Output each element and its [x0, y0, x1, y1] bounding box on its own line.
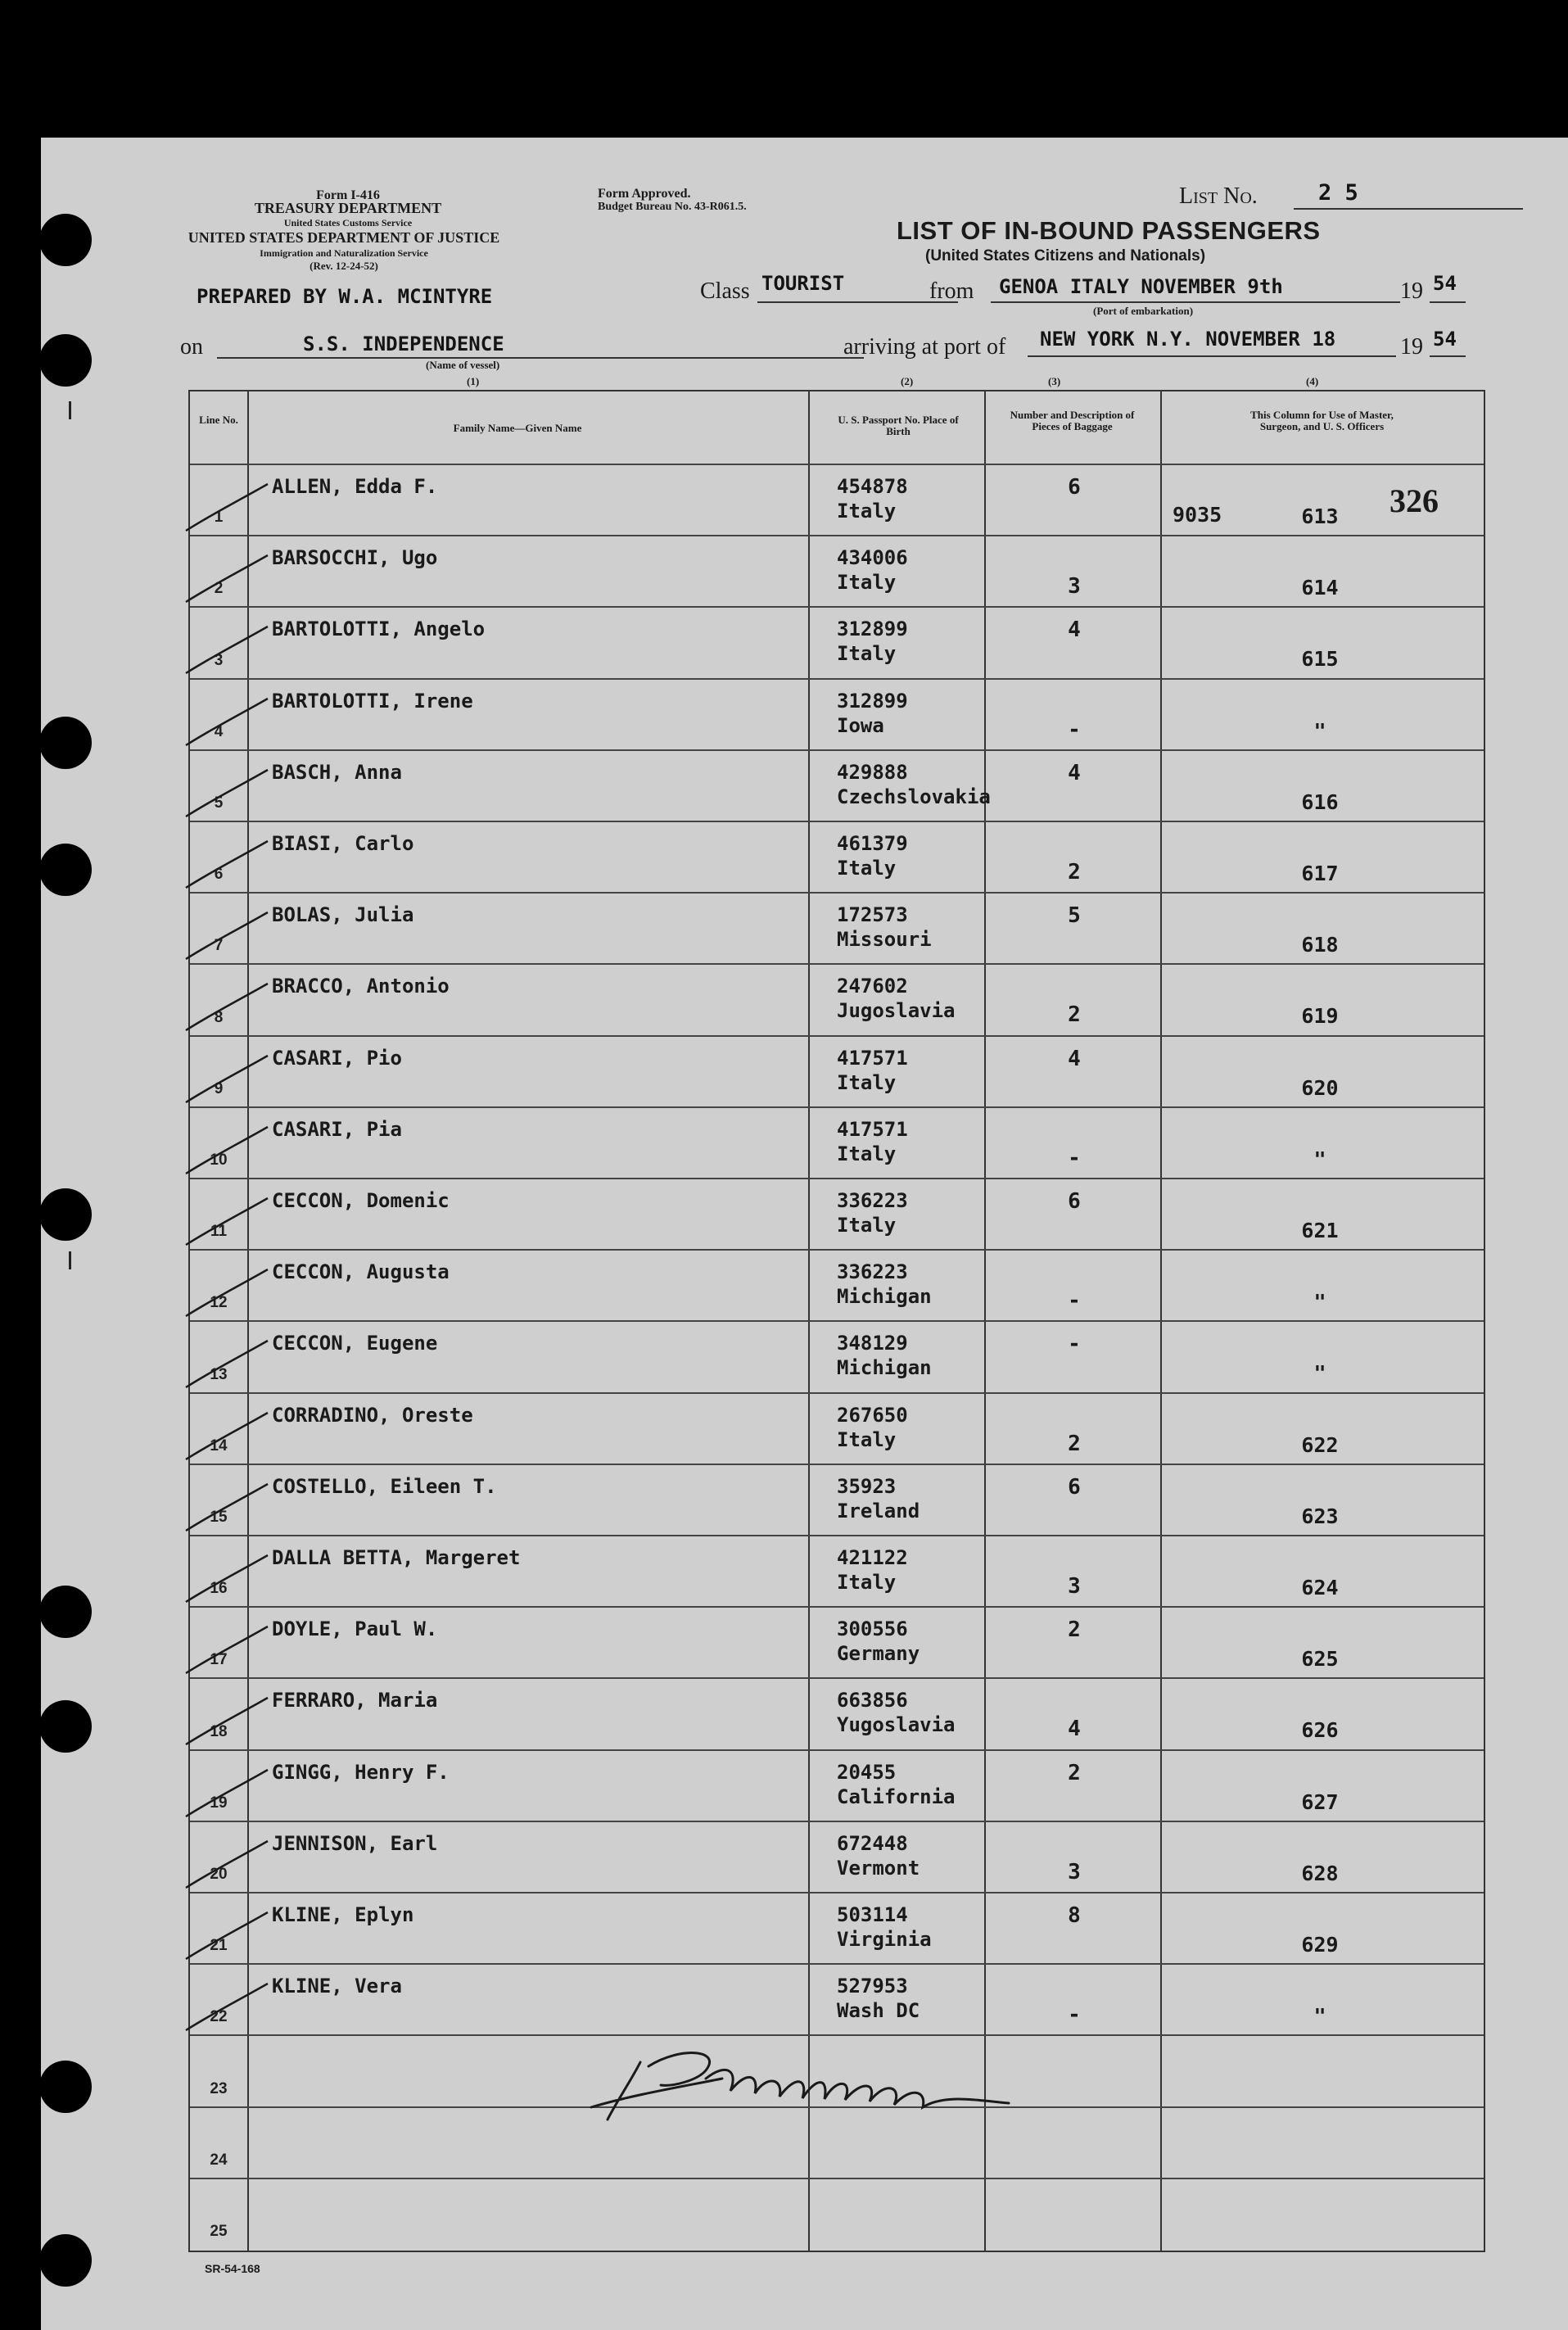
passport-number: 247602: [837, 975, 908, 998]
check-mark: [182, 1551, 272, 1608]
place-of-birth: Italy: [837, 1070, 897, 1094]
table-row: [190, 1392, 1484, 1464]
passenger-name: CECCON, Augusta: [272, 1260, 450, 1284]
baggage-count: 2: [1068, 1431, 1081, 1456]
table-row: [190, 535, 1484, 606]
baggage-count: 2: [1068, 1617, 1081, 1643]
table-row: [190, 892, 1484, 963]
arrival-port: NEW YORK N.Y. NOVEMBER 18: [1040, 328, 1336, 351]
table-row: [190, 1106, 1484, 1178]
punch-hole: [39, 2234, 92, 2287]
check-mark: [182, 1837, 272, 1894]
table-row: [190, 1249, 1484, 1320]
place-of-birth: Germany: [837, 1642, 920, 1666]
table-row: [190, 1035, 1484, 1106]
form-approved: Form Approved.: [598, 187, 691, 201]
table-row: [190, 1320, 1484, 1391]
passport-number: 421122: [837, 1546, 908, 1569]
budget-bureau: Budget Bureau No. 43-R061.5.: [598, 201, 747, 213]
arriving-label: arriving at port of: [843, 334, 1006, 360]
place-of-birth: California: [837, 1785, 956, 1808]
punch-hole: [39, 1188, 92, 1241]
check-mark: [182, 1052, 272, 1109]
check-mark: [182, 1194, 272, 1251]
officer-number: 625: [1301, 1647, 1339, 1672]
baggage-count: -: [1068, 717, 1081, 742]
treasury-label: TREASURY DEPARTMENT: [254, 200, 442, 216]
column-number-2: (2): [901, 375, 914, 387]
passenger-name: COSTELLO, Eileen T.: [272, 1474, 497, 1498]
table-row: [190, 2178, 1484, 2249]
line-number: 5: [214, 794, 224, 812]
officer-number: 621: [1301, 1219, 1339, 1242]
punch-hole: [39, 2061, 92, 2113]
line-number: 23: [210, 2079, 228, 2097]
baggage-count: 6: [1068, 1189, 1081, 1214]
place-of-birth: Iowa: [837, 713, 884, 737]
baggage-count: 2: [1068, 1760, 1081, 1785]
passenger-name: ALLEN, Edda F.: [272, 475, 438, 498]
line-number: 7: [214, 937, 224, 955]
passport-number: 672448: [837, 1831, 908, 1855]
table-row: [190, 1464, 1484, 1535]
passport-number: 35923: [837, 1474, 897, 1498]
baggage-count: 5: [1068, 903, 1081, 929]
officer-number: 622: [1301, 1432, 1339, 1457]
passenger-name: BARTOLOTTI, Irene: [272, 689, 473, 713]
baggage-count: 4: [1068, 1717, 1081, 1742]
officer-number: 627: [1301, 1789, 1339, 1814]
column-number-1: (1): [467, 375, 480, 387]
passenger-name: CECCON, Domenic: [272, 1189, 450, 1212]
place-of-birth: Italy: [837, 857, 897, 880]
table-row: [190, 606, 1484, 677]
officer-prefix-number: 9035: [1173, 503, 1222, 527]
baggage-count: 4: [1068, 618, 1081, 643]
line-number: 14: [210, 1436, 228, 1455]
table-row: [190, 1677, 1484, 1749]
officer-number: 628: [1301, 1861, 1339, 1885]
passenger-name: DALLA BETTA, Margeret: [272, 1546, 521, 1569]
officer-number: 618: [1301, 933, 1339, 957]
place-of-birth: Italy: [837, 1214, 897, 1237]
officer-number: ": [1313, 718, 1326, 743]
page-stamp-number: 326: [1390, 482, 1439, 519]
officer-number: ": [1313, 2004, 1326, 2029]
officer-number: ": [1313, 1361, 1326, 1386]
place-of-birth: Czechslovakia: [837, 785, 991, 808]
line-number: 17: [210, 1651, 228, 1669]
line-number: 18: [210, 1722, 228, 1740]
officer-number: 626: [1301, 1718, 1339, 1743]
passenger-name: KLINE, Eplyn: [272, 1903, 414, 1926]
officer-number: ": [1313, 1147, 1326, 1171]
line-number: 16: [210, 1580, 228, 1598]
table-row: [190, 1606, 1484, 1677]
passport-number: 312899: [837, 618, 908, 641]
line-number: 24: [210, 2151, 228, 2169]
prepared-by: PREPARED BY W.A. MCINTYRE: [197, 285, 493, 308]
check-mark: [182, 908, 272, 966]
punch-hole: [39, 717, 92, 769]
binder-mark: [69, 1251, 71, 1269]
officer-number: 616: [1301, 789, 1339, 814]
list-no-label: List No.: [1179, 183, 1258, 209]
table-row: [190, 1892, 1484, 1963]
officer-number: 629: [1301, 1933, 1339, 1957]
passenger-name: BRACCO, Antonio: [272, 975, 450, 998]
from-label: from: [929, 278, 974, 304]
arrival-year: 54: [1433, 328, 1457, 351]
baggage-count: 3: [1068, 1859, 1081, 1884]
punch-hole: [39, 334, 92, 387]
line-number: 11: [210, 1223, 228, 1241]
passenger-name: CECCON, Eugene: [272, 1332, 438, 1355]
place-of-birth: Italy: [837, 1571, 897, 1594]
line-number: 6: [214, 866, 224, 884]
line-number: 9: [214, 1079, 224, 1097]
passenger-name: JENNISON, Earl: [272, 1831, 438, 1855]
header-name: Family Name—Given Name: [453, 422, 582, 434]
punch-hole: [39, 1586, 92, 1638]
baggage-count: 6: [1068, 475, 1081, 500]
line-number: 1: [214, 509, 224, 527]
passport-number: 417571: [837, 1117, 908, 1141]
customs-label: United States Customs Service: [283, 217, 413, 228]
officer-number: 619: [1301, 1004, 1339, 1029]
officer-number: 617: [1301, 862, 1339, 885]
table-row: [190, 749, 1484, 821]
class-value: TOURIST: [761, 272, 845, 295]
check-mark: [182, 980, 272, 1037]
year-value: 54: [1433, 272, 1457, 295]
line-number: 3: [214, 651, 224, 669]
table-row: [190, 1749, 1484, 1821]
place-of-birth: Italy: [837, 1427, 897, 1451]
line-number: 21: [210, 1937, 228, 1955]
passport-number: 348129: [837, 1332, 908, 1355]
line-number: 10: [210, 1151, 228, 1169]
table-row: [190, 464, 1484, 535]
list-no-value: 2 5: [1318, 180, 1358, 206]
officer-number: 620: [1301, 1075, 1339, 1100]
table-row: [190, 1535, 1484, 1606]
year-prefix: 19: [1400, 278, 1423, 304]
place-of-birth: Virginia: [837, 1928, 932, 1951]
table-row: [190, 1821, 1484, 1892]
table-row: [190, 1963, 1484, 2034]
place-of-birth: Michigan: [837, 1285, 932, 1309]
baggage-count: 3: [1068, 1574, 1081, 1599]
check-mark: [182, 694, 272, 752]
manifest-sheet: [41, 138, 1568, 2330]
place-of-birth: Michigan: [837, 1356, 932, 1380]
line-number: 12: [210, 1294, 228, 1312]
baggage-count: -: [1068, 1332, 1081, 1357]
line-number: 2: [214, 580, 224, 598]
place-of-birth: Italy: [837, 571, 897, 595]
check-mark: [182, 1123, 272, 1180]
class-label: Class: [700, 278, 750, 304]
passport-number: 663856: [837, 1689, 908, 1712]
baggage-count: -: [1068, 2002, 1081, 2028]
document-title: LIST OF IN-BOUND PASSENGERS: [897, 216, 1321, 245]
passenger-name: BARSOCCHI, Ugo: [272, 546, 438, 570]
passenger-name: FERRARO, Maria: [272, 1689, 438, 1712]
check-mark: [182, 1409, 272, 1466]
check-mark: [182, 1622, 272, 1680]
passport-number: 417571: [837, 1046, 908, 1070]
table-row: [190, 821, 1484, 892]
check-mark: [182, 1694, 272, 1751]
passenger-name: CASARI, Pia: [272, 1117, 402, 1141]
check-mark: [182, 1480, 272, 1537]
officer-number: 615: [1301, 647, 1339, 672]
passport-number: 312899: [837, 689, 908, 713]
place-of-birth: Wash DC: [837, 1999, 920, 2023]
punch-hole: [39, 214, 92, 266]
passenger-name: BOLAS, Julia: [272, 903, 414, 927]
passport-number: 336223: [837, 1189, 908, 1212]
passport-number: 20455: [837, 1760, 897, 1784]
passport-number: 503114: [837, 1903, 908, 1926]
baggage-count: 8: [1068, 1903, 1081, 1928]
passport-number: 267650: [837, 1403, 908, 1427]
check-mark: [182, 1337, 272, 1394]
place-of-birth: Ireland: [837, 1499, 920, 1522]
column-number-4: (4): [1306, 375, 1319, 387]
line-number: 20: [210, 1865, 228, 1883]
check-mark: [182, 766, 272, 823]
passport-number: 454878: [837, 475, 908, 498]
vessel-name: S.S. INDEPENDENCE: [303, 333, 504, 355]
passport-number: 172573: [837, 903, 908, 927]
passport-number: 434006: [837, 546, 908, 570]
document-subtitle: (United States Citizens and Nationals): [925, 247, 1206, 265]
footer-code: SR-54-168: [205, 2262, 260, 2275]
check-mark: [182, 622, 272, 680]
column-number-3: (3): [1048, 375, 1061, 387]
passenger-name: BARTOLOTTI, Angelo: [272, 618, 486, 641]
baggage-count: 4: [1068, 1046, 1081, 1071]
ins-label: Immigration and Naturalization Service: [260, 247, 428, 259]
place-of-birth: Italy: [837, 500, 897, 523]
line-number: 15: [210, 1508, 228, 1526]
from-value: GENOA ITALY NOVEMBER 9th: [999, 275, 1283, 298]
signature: [583, 2029, 1042, 2128]
revision-label: (Rev. 12-24-52): [310, 260, 378, 272]
check-mark: [182, 1766, 272, 1823]
check-mark: [182, 1908, 272, 1966]
table-row: [190, 1178, 1484, 1249]
header-baggage: Number and Description of Pieces of Baggage: [1010, 409, 1135, 432]
place-of-birth: Yugoslavia: [837, 1713, 956, 1737]
check-mark: [182, 551, 272, 609]
baggage-count: 2: [1068, 1002, 1081, 1028]
arrival-year-prefix: 19: [1400, 334, 1423, 360]
passenger-table: [188, 390, 1485, 2252]
place-of-birth: Italy: [837, 642, 897, 666]
passenger-name: GINGG, Henry F.: [272, 1760, 450, 1784]
passenger-name: KLINE, Vera: [272, 1975, 402, 1998]
check-mark: [182, 480, 272, 537]
table-row: [190, 678, 1484, 749]
passenger-name: DOYLE, Paul W.: [272, 1617, 438, 1641]
line-number: 13: [210, 1365, 228, 1383]
line-number: 22: [210, 2008, 228, 2026]
officer-number: 614: [1301, 576, 1339, 600]
baggage-count: 6: [1068, 1474, 1081, 1500]
header-line-no: Line No.: [199, 414, 238, 426]
line-number: 19: [210, 1794, 228, 1812]
passport-number: 461379: [837, 832, 908, 855]
place-of-birth: Missouri: [837, 928, 932, 952]
passenger-name: CORRADINO, Oreste: [272, 1403, 473, 1427]
check-mark: [182, 1979, 272, 2037]
header-officers: This Column for Use of Master, Surgeon, and U. S. Officers: [1250, 409, 1394, 432]
baggage-count: 3: [1068, 574, 1081, 599]
form-number: Form I-416: [316, 188, 380, 202]
passport-number: 527953: [837, 1975, 908, 1998]
passenger-name: BASCH, Anna: [272, 760, 402, 784]
passport-number: 429888: [837, 760, 908, 784]
passenger-name: CASARI, Pio: [272, 1046, 402, 1070]
officer-number: 613: [1301, 504, 1339, 528]
vessel-caption: (Name of vessel): [426, 359, 500, 371]
header-passport: U. S. Passport No. Place of Birth: [838, 414, 959, 437]
baggage-count: 4: [1068, 760, 1081, 785]
place-of-birth: Vermont: [837, 1856, 920, 1880]
passport-number: 300556: [837, 1617, 908, 1641]
baggage-count: 2: [1068, 860, 1081, 884]
justice-label: UNITED STATES DEPARTMENT OF JUSTICE: [188, 229, 500, 246]
passenger-name: BIASI, Carlo: [272, 832, 414, 855]
port-embark-caption: (Port of embarkation): [1093, 305, 1194, 317]
passport-number: 336223: [837, 1260, 908, 1284]
punch-hole: [39, 844, 92, 896]
baggage-count: -: [1068, 1145, 1081, 1170]
baggage-count: -: [1068, 1288, 1081, 1314]
line-number: 4: [214, 722, 224, 740]
line-number: 25: [210, 2222, 228, 2240]
binder-mark: [69, 401, 71, 419]
officer-number: ": [1313, 1290, 1326, 1314]
place-of-birth: Italy: [837, 1142, 897, 1165]
punch-hole: [39, 1700, 92, 1753]
on-label: on: [180, 334, 203, 360]
check-mark: [182, 837, 272, 894]
place-of-birth: Jugoslavia: [837, 999, 956, 1023]
check-mark: [182, 1265, 272, 1323]
officer-number: 624: [1301, 1576, 1339, 1599]
line-number: 8: [214, 1008, 224, 1026]
table-row: [190, 963, 1484, 1034]
officer-number: 623: [1301, 1504, 1339, 1528]
